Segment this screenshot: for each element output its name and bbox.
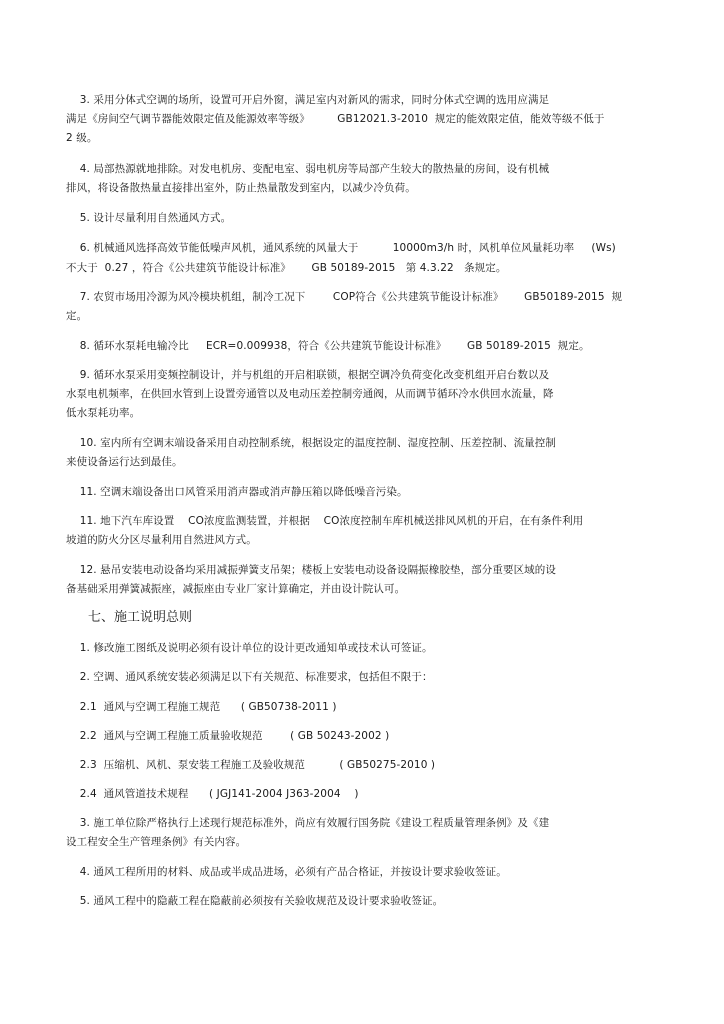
text-line: 来使设备运行达到最佳。 (66, 456, 183, 468)
text-line: 1. 修改施工图纸及说明必须有设计单位的设计更改通知单或技术认可签证。 (66, 642, 433, 654)
text-line: 8. 循环水泵耗电输冷比 ECR=0.009938，符合《公共建筑节能设计标准》 GB 50189-2015 规定。 (66, 340, 590, 352)
text-line: 3. 施工单位除严格执行上述现行规范标准外，尚应有效履行国务院《建设工程质量管理条例》及《建 (66, 817, 550, 829)
text-line: 2. 空调、通风系统安装必须满足以下有关规范、标准要求，包括但不限于： (66, 671, 433, 683)
text-line: 2.3 压缩机、风机、泵安装工程施工及验收规范 ( GB50275-2010 ) (66, 759, 436, 771)
text-line: 2.4 通风管道技术规程 ( JGJ141-2004 J363-2004 ) (66, 788, 359, 800)
text-line: 11. 空调末端设备出口风管采用消声器或消声静压箱以降低噪音污染。 (66, 486, 408, 498)
text-line: 定。 (66, 310, 88, 322)
text-line: 2 级。 (66, 132, 98, 144)
text-line: 坡道的防火分区尽量利用自然进风方式。 (66, 534, 257, 546)
text-line: 10. 室内所有空调末端设备采用自动控制系统，根据设定的温度控制、湿度控制、压差控制、流量控制 (66, 437, 556, 449)
text-line: 低水泵耗功率。 (66, 407, 141, 419)
text-line: 水泵电机频率，在供回水管到上设置旁通管以及电动压差控制旁通阀，从而调节循环冷水供回水流量，降 (66, 388, 554, 400)
text-line: 设工程安全生产管理条例》有关内容。 (66, 836, 247, 848)
text-line: 7. 农贸市场用冷源为风冷模块机组，制冷工况下 COP符合《公共建筑节能设计标准》 GB50189-2015 规 (66, 291, 623, 303)
section-heading: 七、施工说明总则 (88, 610, 193, 625)
text-line: 5. 设计尽量利用自然通风方式。 (66, 212, 232, 224)
text-line: 12. 悬吊安装电动设备均采用减振弹簧支吊架；楼板上安装电动设备设隔振橡胶垫，部分重要区域的设 (66, 564, 556, 576)
text-line: 4. 局部热源就地排除。对发电机房、变配电室、弱电机房等局部产生较大的散热量的房间，设有机械 (66, 163, 550, 175)
text-line: 9. 循环水泵采用变频控制设计，并与机组的开启相联锁，根据空调冷负荷变化改变机组开启台数以及 (66, 369, 550, 381)
text-line: 5. 通风工程中的隐蔽工程在隐蔽前必须按有关验收规范及设计要求验收签证。 (66, 895, 444, 907)
text-line: 满足《房间空气调节器能效限定值及能源效率等级》 GB12021.3-2010 规定的能效限定值，能效等级不低于 (66, 113, 605, 125)
text-line: 4. 通风工程所用的材料、成品或半成品进场，必须有产品合格证，并按设计要求验收签证。 (66, 866, 507, 878)
text-line: 3. 采用分体式空调的场所，设置可开启外窗，满足室内对新风的需求，同时分体式空调的选用应满足 (66, 94, 550, 106)
text-line: 6. 机械通风选择高效节能低噪声风机，通风系统的风量大于 10000m3/h 时，风机单位风量耗功率 (Ws) (66, 242, 616, 254)
text-line: 不大于 0.27 ，符合《公共建筑节能设计标准》 GB 50189-2015 第 4.3.22 条规定。 (66, 262, 507, 274)
text-line: 备基础采用弹簧减振座，减振座由专业厂家计算确定，并由设计院认可。 (66, 583, 406, 595)
text-line: 2.1 通风与空调工程施工规范 ( GB50738-2011 ) (66, 701, 337, 713)
text-line: 11. 地下汽车库设置 CO浓度监测装置，并根据 CO浓度控制车库机械送排风风机的开启，在有条件利用 (66, 515, 584, 527)
text-line: 排风，将设备散热量直接排出室外，防止热量散发到室内，以减少冷负荷。 (66, 182, 416, 194)
text-line: 2.2 通风与空调工程施工质量验收规范 ( GB 50243-2002 ) (66, 730, 390, 742)
